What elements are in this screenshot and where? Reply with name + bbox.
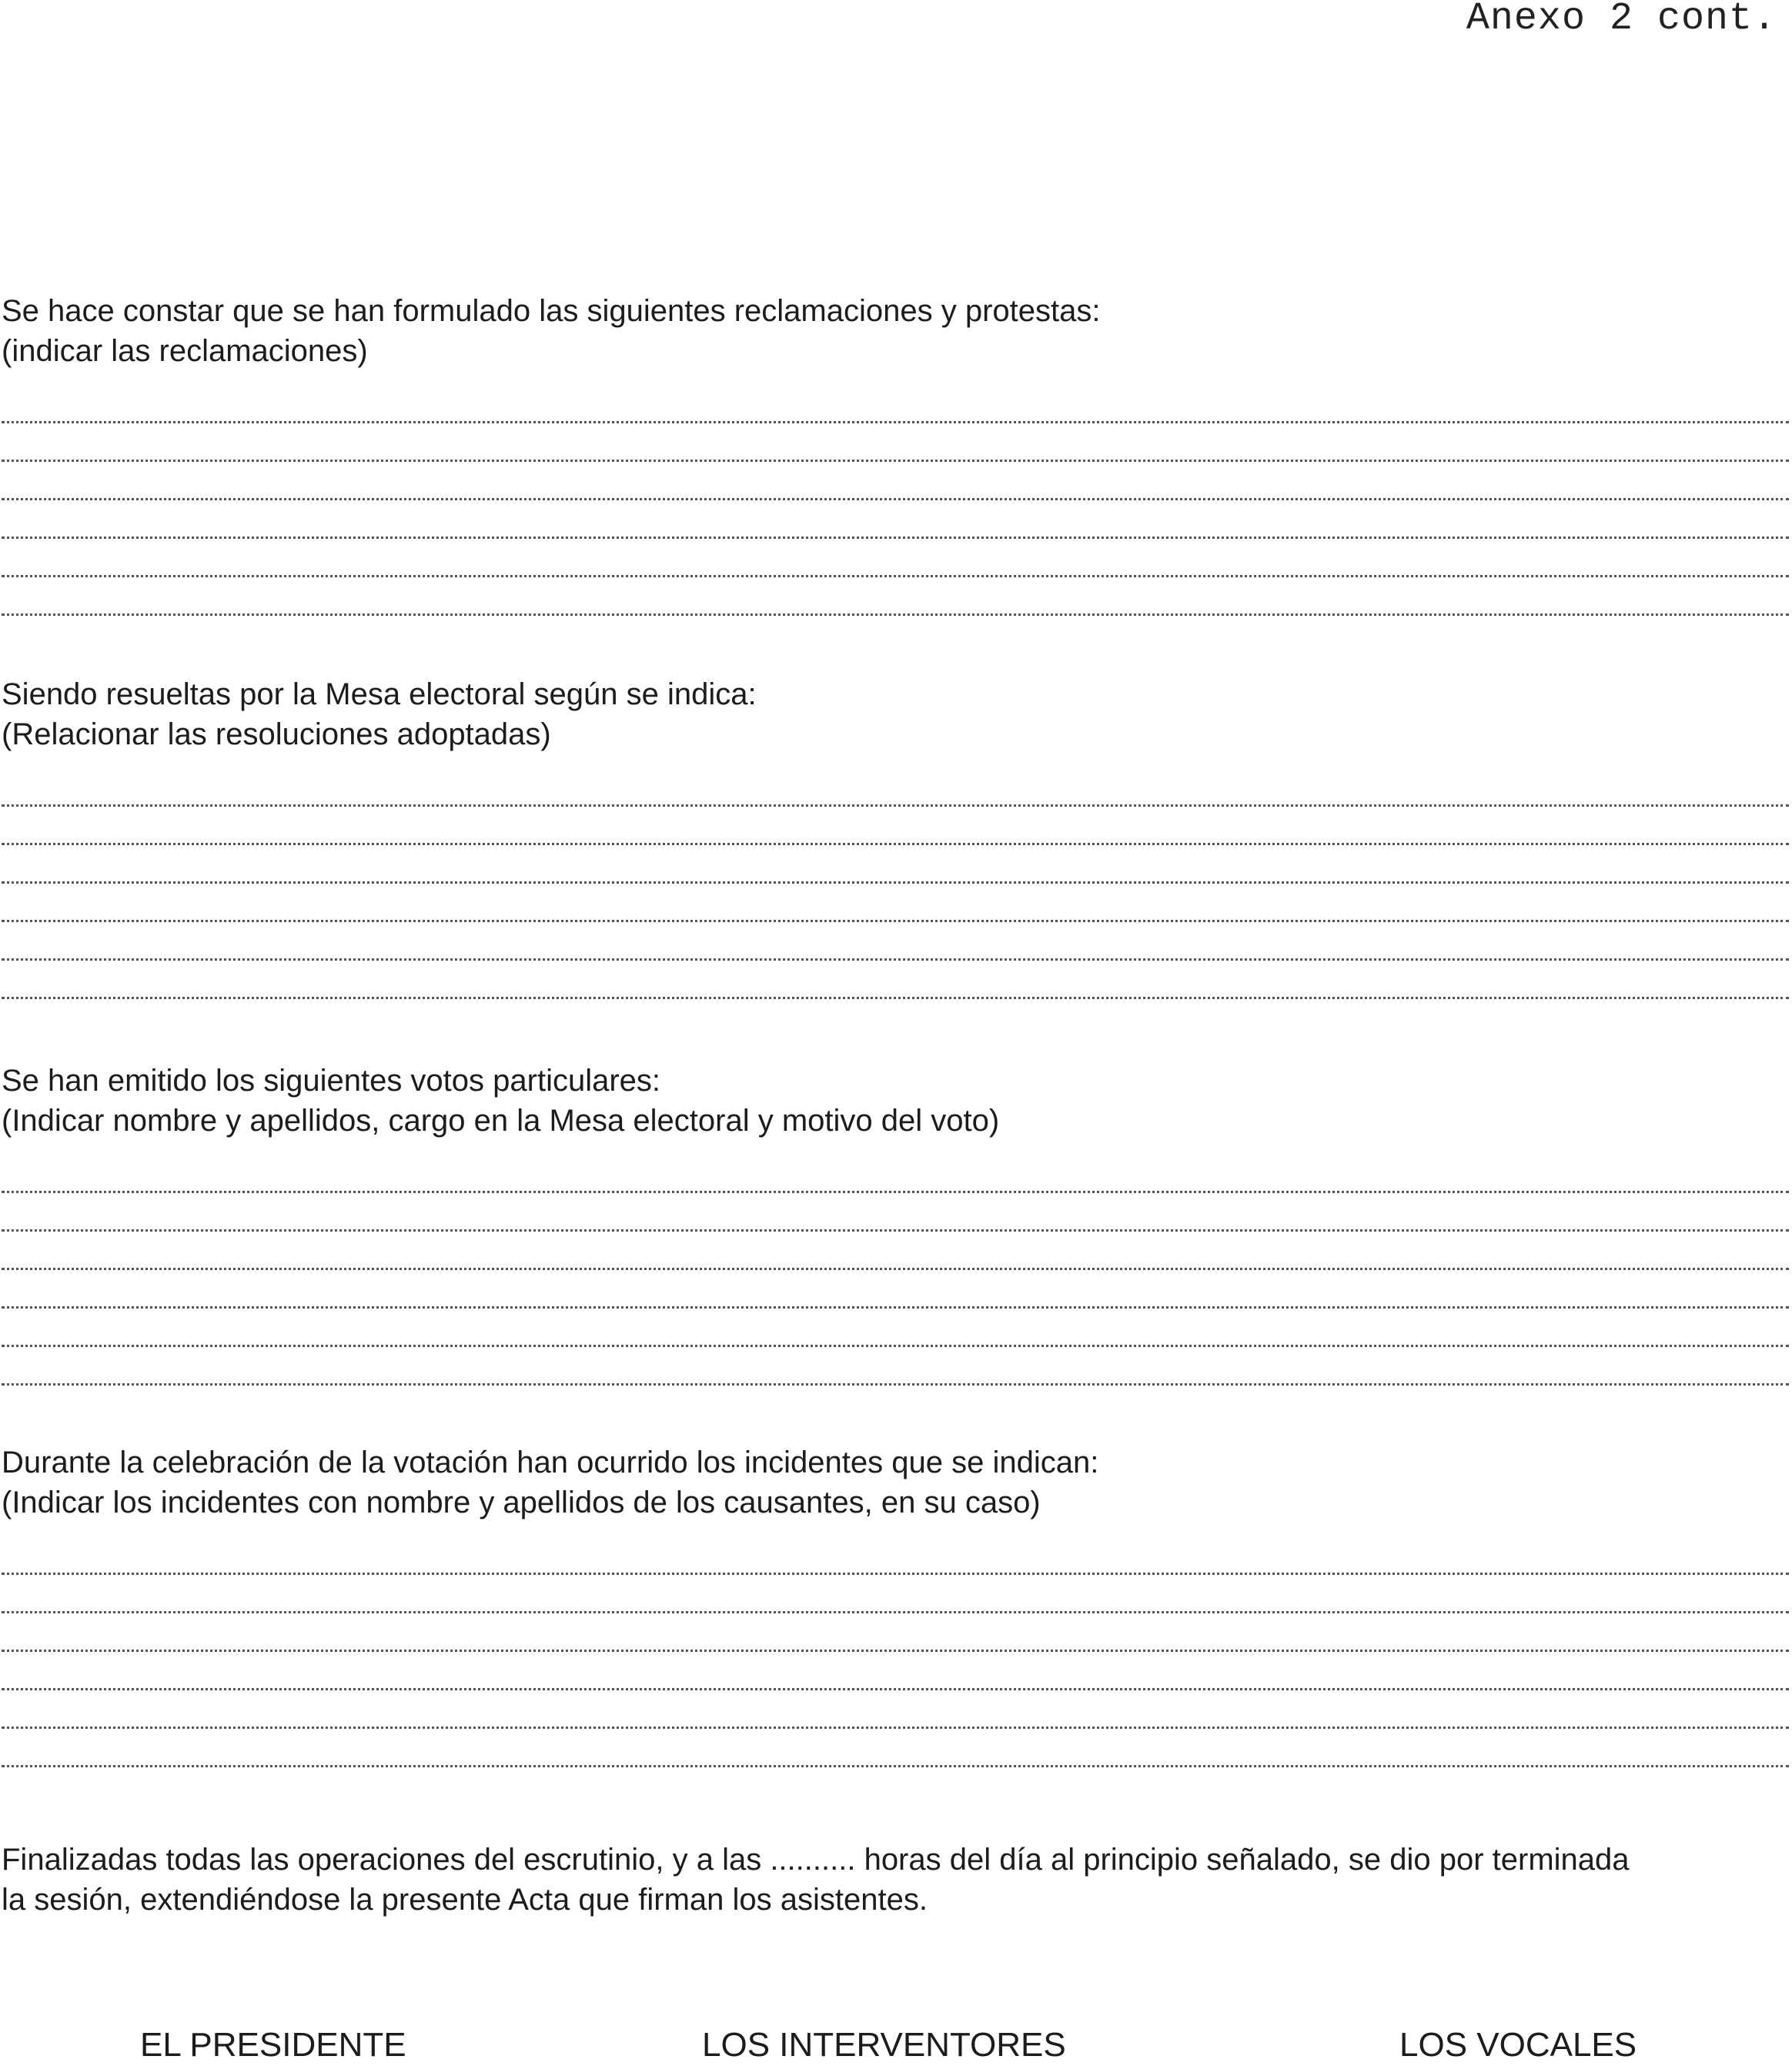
- fill-in-line[interactable]: [2, 1536, 1789, 1575]
- fill-in-line[interactable]: [2, 884, 1789, 922]
- fill-in-line[interactable]: [2, 922, 1789, 961]
- fill-in-line[interactable]: [2, 1575, 1789, 1613]
- vocales-signature-label: LOS VOCALES: [1399, 2026, 1637, 2064]
- closing-line-1: Finalizadas todas las operaciones del escrutinio, y a las .......... horas del día al principio señalado, se dio por terminada: [2, 1843, 1630, 1877]
- president-signature-label: EL PRESIDENTE: [140, 2026, 406, 2064]
- section-heading: Siendo resueltas por la Mesa electoral según se indica:: [2, 677, 757, 711]
- fill-in-lines: [2, 385, 1789, 616]
- annex-label: Anexo 2 cont.: [1466, 0, 1777, 41]
- fill-in-line[interactable]: [2, 1690, 1789, 1729]
- fill-in-line[interactable]: [2, 807, 1789, 845]
- fill-in-line[interactable]: [2, 1613, 1789, 1652]
- fill-in-line[interactable]: [2, 539, 1789, 577]
- fill-in-line[interactable]: [2, 1232, 1789, 1270]
- fill-in-lines: [2, 768, 1789, 999]
- fill-in-lines: [2, 1155, 1789, 1386]
- closing-line-2: la sesión, extendiéndose la presente Acta que firman los asistentes.: [2, 1883, 928, 1917]
- fill-in-line[interactable]: [2, 961, 1789, 999]
- section-instruction: (Indicar los incidentes con nombre y apellidos de los causantes, en su caso): [2, 1486, 1041, 1519]
- resolutions-section: [2, 674, 1789, 999]
- fill-in-line[interactable]: [2, 385, 1789, 423]
- fill-in-line[interactable]: [2, 1155, 1789, 1193]
- closing-paragraph: [2, 1840, 1792, 1920]
- fill-in-line[interactable]: [2, 1652, 1789, 1690]
- fill-in-line[interactable]: [2, 845, 1789, 884]
- section-instruction: (Relacionar las resoluciones adoptadas): [2, 717, 551, 751]
- section-instruction: (Indicar nombre y apellidos, cargo en la Mesa electoral y motivo del voto): [2, 1104, 1000, 1138]
- fill-in-line[interactable]: [2, 1309, 1789, 1347]
- fill-in-line[interactable]: [2, 1729, 1789, 1767]
- interventores-signature-label: LOS INTERVENTORES: [702, 2026, 1066, 2064]
- fill-in-line[interactable]: [2, 577, 1789, 616]
- section-heading: Se hace constar que se han formulado las siguientes reclamaciones y protestas:: [2, 294, 1101, 328]
- section-instruction: (indicar las reclamaciones): [2, 334, 368, 368]
- dissenting-votes-section: [2, 1061, 1789, 1386]
- fill-in-line[interactable]: [2, 768, 1789, 807]
- fill-in-line[interactable]: [2, 1270, 1789, 1309]
- fill-in-lines: [2, 1536, 1789, 1767]
- incidents-section: [2, 1443, 1789, 1767]
- fill-in-line[interactable]: [2, 500, 1789, 539]
- fill-in-line[interactable]: [2, 1347, 1789, 1386]
- section-heading: Se han emitido los siguientes votos particulares:: [2, 1064, 661, 1098]
- section-heading: Durante la celebración de la votación han ocurrido los incidentes que se indican:: [2, 1446, 1099, 1479]
- fill-in-line[interactable]: [2, 1193, 1789, 1232]
- fill-in-line[interactable]: [2, 462, 1789, 500]
- claims-section: [2, 291, 1789, 616]
- fill-in-line[interactable]: [2, 423, 1789, 462]
